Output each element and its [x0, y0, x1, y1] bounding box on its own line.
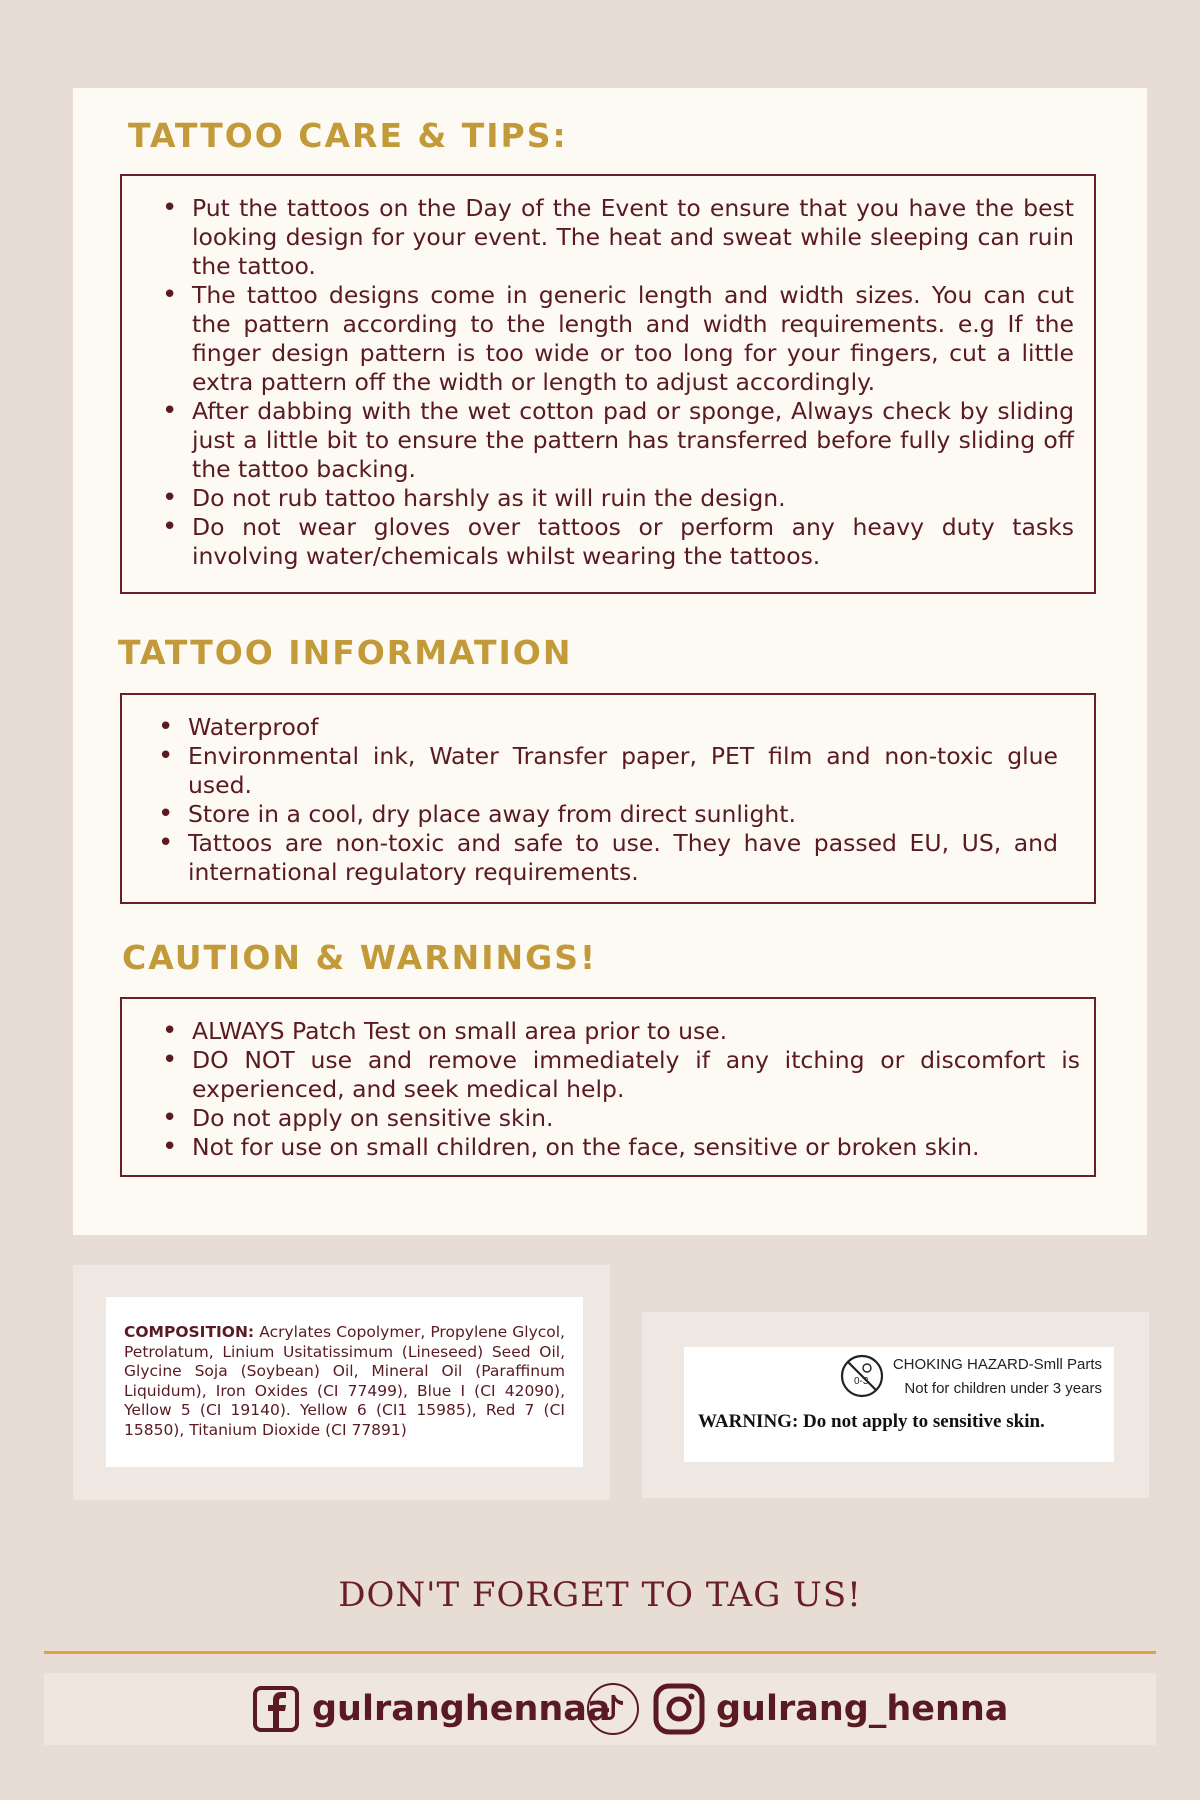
tiktok-group[interactable] [586, 1673, 640, 1745]
composition-panel [73, 1265, 610, 1500]
hazard-line-1: CHOKING HAZARD-Smll Parts [892, 1356, 1102, 1373]
hazard-label [684, 1347, 1114, 1462]
caution-title: CAUTION & WARNINGS! [122, 938, 598, 977]
info-list [122, 695, 1094, 887]
care-item: • Put the tattoos on the Day of the Event to ensure that you have the best looking design for your event. The heat and sweat while sleeping can ruin the tattoo. [162, 194, 1074, 281]
info-item: • Tattoos are non-toxic and safe to use. They have passed EU, US, and international regulatory requirements. [158, 829, 1058, 887]
tiktok-icon[interactable] [586, 1682, 640, 1736]
info-item: • Waterproof [158, 713, 1058, 742]
facebook-group[interactable] [252, 1673, 611, 1745]
caution-item: • ALWAYS Patch Test on small area prior to use. [162, 1017, 1080, 1046]
caution-box [120, 997, 1096, 1177]
info-card [73, 88, 1147, 1235]
caution-list [122, 999, 1094, 1162]
hazard-icon-age: 0-3 [853, 1376, 869, 1387]
tag-us-tagline: DON'T FORGET TO TAG US! [338, 1575, 862, 1615]
social-bar [44, 1673, 1156, 1745]
info-title: TATTOO INFORMATION [118, 633, 573, 672]
hazard-text [893, 1353, 1102, 1401]
care-item: • Do not rub tattoo harshly as it will ruin the design. [162, 484, 1074, 513]
care-item: • Do not wear gloves over tattoos or perform any heavy duty tasks involving water/chemicals whilst wearing the tattoos. [162, 513, 1074, 571]
facebook-icon[interactable] [252, 1685, 300, 1733]
facebook-handle[interactable]: gulranghennaa [312, 1689, 611, 1729]
caution-item: • DO NOT use and remove immediately if any itching or discomfort is experienced, and seek medical help. [162, 1046, 1080, 1104]
instagram-handle[interactable]: gulrang_henna [716, 1689, 1009, 1729]
care-item: • After dabbing with the wet cotton pad or sponge, Always check by sliding just a little bit to ensure the pattern has transferred before fully sliding off the tattoo backing. [162, 397, 1074, 484]
footer-divider [44, 1651, 1156, 1654]
skin-warning: WARNING: Do not apply to sensitive skin. [698, 1411, 1045, 1432]
info-item: • Environmental ink, Water Transfer paper, PET film and non-toxic glue used. [158, 742, 1058, 800]
composition-heading: COMPOSITION: [124, 1323, 255, 1341]
caution-item: • Not for use on small children, on the face, sensitive or broken skin. [162, 1133, 1080, 1162]
composition-label [106, 1297, 583, 1467]
composition-ingredients: Acrylates Copolymer, Propylene Glycol, Petrolatum, Linium Usitatissimum (Lineseed) Seed Oil, Glycine Soja (Soybean) Oil, Mineral Oil (Paraffinum Liquidum), Iron Oxides (CI 77499), Blue I (CI 42090), Yellow 5 (CI 19140). Yellow 6 (CI1 15985), Red 7 (CI 15850), Titanium Dioxide (CI 77891) [124, 1323, 565, 1439]
care-item: • The tattoo designs come in generic length and width sizes. You can cut the pattern according to the length and width requirements. e.g If the finger design pattern is too wide or too long for your fingers, cut a little extra pattern off the width or length to adjust accordingly. [162, 281, 1074, 397]
instagram-group[interactable] [652, 1673, 1008, 1745]
care-title: TATTOO CARE & TIPS: [128, 116, 568, 155]
hazard-panel [642, 1312, 1149, 1498]
composition-text [106, 1297, 583, 1440]
hazard-line-2: Not for children under 3 years [904, 1380, 1102, 1397]
info-box [120, 693, 1096, 904]
instagram-icon[interactable] [652, 1682, 706, 1736]
no-small-children-icon [839, 1353, 885, 1399]
care-list [122, 176, 1094, 571]
hazard-row [839, 1353, 1102, 1401]
care-box [120, 174, 1096, 594]
info-item: • Store in a cool, dry place away from direct sunlight. [158, 800, 1058, 829]
caution-item: • Do not apply on sensitive skin. [162, 1104, 1080, 1133]
